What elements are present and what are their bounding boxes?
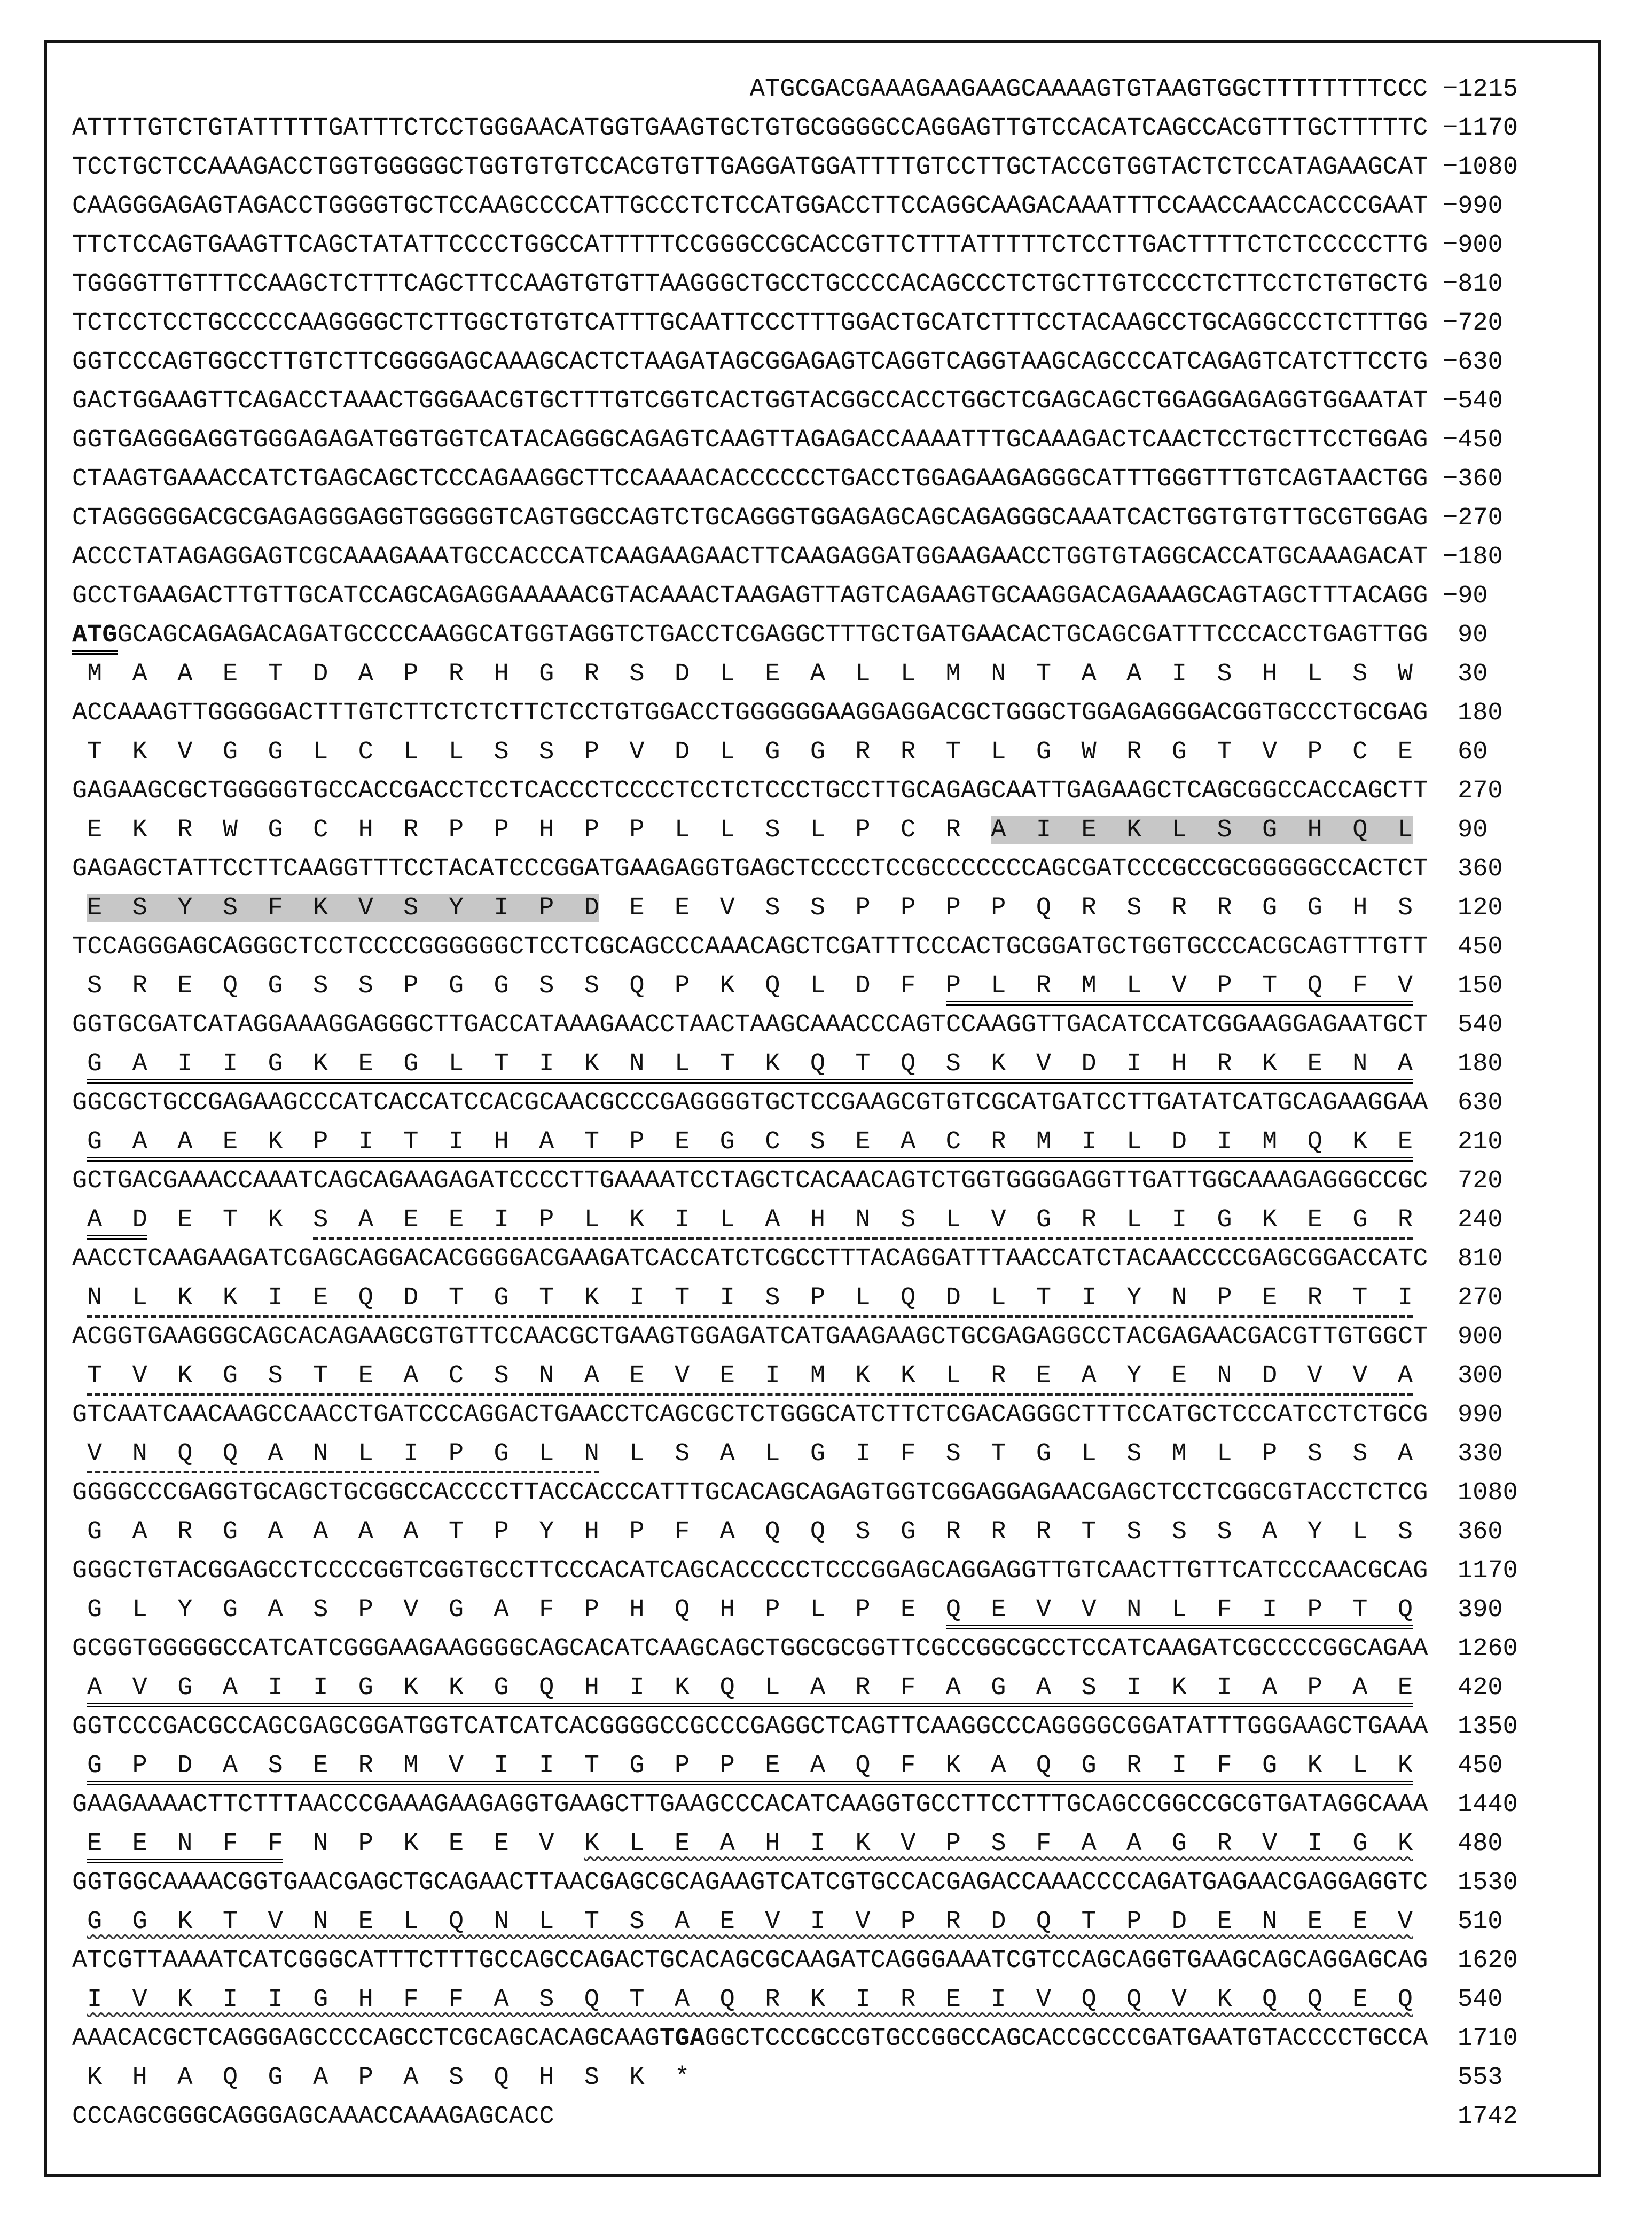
amino-acid-sequence [72,1435,1428,1473]
nucleotide-line [72,577,1598,616]
nucleotide-sequence [72,1785,1428,1824]
nucleotide-sequence [72,499,1428,538]
aa-segment-dbl: Q E V V N L F I P T Q [946,1596,1413,1629]
nt-segment: CTAGGGGGACGCGAGAGGGAGGTGGGGGTCAGTGGCCAGTCTGCAGGGTGGAGAGCAGCAGAGGGCAAATCACTGGTGTGTTGCGTGGAG [72,504,1428,532]
nucleotide-sequence [72,772,1428,811]
nucleotide-sequence [72,226,1428,265]
nt-segment: AACCTCAAGAAGATCGAGCAGGACACGGGGACGAAGATCACCATCTCGCCTTTACAGGATTTAACCATCTACAACCCCGAGCGGACCATC [72,1245,1428,1273]
nucleotide-line [72,1941,1598,1980]
nucleotide-sequence [72,421,1428,460]
nt-segment: GCTGACGAAACCAAATCAGCAGAAGAGATCCCCTTGAAAATCCTAGCTCACAACAGTCTGGTGGGGAGGTTGATTGGCAAAGAGGGCCGC [72,1167,1428,1195]
nucleotide-sequence [72,1240,1428,1279]
position-number: 390 [1458,1596,1503,1624]
position-number: 1080 [1458,1479,1518,1507]
nt-segment: GGTCCCAGTGGCCTTGTCTTCGGGGAGCAAAGCACTCTAAGATAGCGGAGAGTCAGGTCAGGTAAGCAGCCCATCAGAGTCATCTTCCTG [72,348,1428,377]
aa-segment: G L Y G A S P V G A F P H Q H P L P E [87,1596,916,1624]
nucleotide-line [72,1006,1598,1045]
nucleotide-sequence [72,694,1428,733]
nt-segment: GAGAAGCGCTGGGGGTGCCACCGACCTCCTCACCCTCCCCTCCTCTCCCTGCCTTGCAGAGCAATTGAGAAGCTCAGCGGCCACCAGCTT [72,777,1428,805]
amino-acid-sequence [72,1123,1428,1162]
nt-segment: GCAGCAGAGACAGATGCCCCAAGGCATGGTAGGTCTGACCTCGAGGCTTTGCTGATGAACACTGCAGCGATTTCCCACCTGAGTTGG [117,621,1428,649]
nucleotide-line [72,148,1598,187]
position-number: 360 [1458,855,1503,883]
nt-segment: CAAGGGAGAGTAGACCTGGGGTGCTCCAAGCCCCATTGCCCTCTCCATGGACCTTCCAGGCAAGACAAATTTCCAACCAACCACCCGAAT [72,192,1428,221]
nucleotide-sequence [72,70,1428,109]
nt-segment: GGTGAGGGAGGTGGGAGAGATGGTGGTCATACAGGGCAGAGTCAAGTTAGAGACCAAAATTTGCAAAGACTCAACTCCTGCTTCCTGGAG [72,426,1428,454]
nucleotide-sequence [72,265,1428,304]
nt-segment: GGGCTGTACGGAGCCTCCCCGGTCGGTGCCTTCCCACATCAGCACCCCCTCCCGGAGCAGGAGGTTGTCAACTTGTTCATCCCAACGCAG [72,1557,1428,1585]
nucleotide-sequence [72,1318,1428,1357]
amino-acid-sequence [72,1668,1428,1707]
position-number: 480 [1458,1830,1503,1858]
position-number: 90 [1458,816,1488,844]
position-number: 510 [1458,1908,1503,1936]
position-number: 720 [1458,1167,1503,1195]
position-number: 1260 [1458,1635,1518,1663]
position-number: 1710 [1458,2025,1518,2053]
nt-segment: TTCTCCAGTGAAGTTCAGCTATATTCCCCTGGCCATTTTTCCGGGCCGCACCGTTCTTTATTTTTCTCCTTGACTTTTCTCTCCCCCTTG [72,231,1428,260]
position-number: 1530 [1458,1869,1518,1897]
position-number: 540 [1458,1011,1503,1039]
nt-segment: ACCCTATAGAGGAGTCGCAAAGAAATGCCACCCATCAAGAAGAACTTCAAGAGGATGGAAGAACCTGGTGTAGGCACCATGCAAAGACAT [72,543,1428,571]
aa-segment-dbl: P L R M L V P T Q F V [946,972,1413,1006]
amino-acid-sequence [72,1357,1428,1396]
amino-acid-line [72,733,1598,772]
aa-segment-dbl: G A I I G K E G L T I K N L T K Q T Q S K V D I H R K E N A [87,1050,1413,1084]
amino-acid-line [72,1045,1598,1084]
nt-segment: GACTGGAAGTTCAGACCTAAACTGGGAACGTGCTTTGTCGGTCACTGGTACGGCCACCTGGCTCGAGCAGCTGGAGGAGAGGTGGAATAT [72,387,1428,416]
nucleotide-line [72,1707,1598,1746]
aa-segment-dash: T V K G S T E A C S N A E V E I M K K L R E A Y E N D V V A [87,1362,1413,1396]
nucleotide-line [72,499,1598,538]
amino-acid-sequence [72,1590,1428,1629]
aa-segment: K H A Q G A P A S Q H S K * [87,2064,690,2092]
position-number: 990 [1458,1401,1503,1429]
position-number: 30 [1458,660,1488,688]
nt-segment: CTAAGTGAAACCATCTGAGCAGCTCCCAGAAGGCTTCCAAAACACCCCCCTGACCTGGAGAAGAGGGCATTTGGGTTTGTCAGTAACTGG [72,465,1428,493]
nucleotide-sequence [72,109,1428,148]
nucleotide-line [72,382,1598,421]
nt-segment: GAGAGCTATTCCTTCAAGGTTTCCTACATCCCGGATGAAGAGGTGAGCTCCCCTCCGCCCCCCCAGCGATCCCGCCGCGGGGGCCACTCT [72,855,1428,883]
aa-segment: L S A L G I F S T G L S M L P S S A [629,1440,1413,1468]
amino-acid-line [72,811,1598,850]
aa-segment-wavy: K L E A H I K V P S F A A G R V I G K [584,1830,1413,1858]
aa-segment: G A R G A A A A T P Y H P F A Q Q S G R R R T S S S A Y L S [87,1518,1413,1546]
amino-acid-line [72,1201,1598,1240]
nucleotide-line [72,421,1598,460]
nucleotide-sequence [72,577,1428,616]
position-number: 1742 [1458,2103,1518,2131]
nt-segment: GTCAATCAACAAGCCAACCTGATCCCAGGACTGAACCTCAGCGCTCTGGGCATCTTCTCGACAGGGCTTTCCATGCTCCCATCCTCTGCG [72,1401,1428,1429]
nucleotide-line [72,70,1598,109]
position-number: 1170 [1458,1557,1518,1585]
amino-acid-sequence [72,733,1428,772]
nt-segment: TCCTGCTCCAAAGACCTGGTGGGGGCTGGTGTGTCCACGTGTTGAGGATGGATTTTGTCCTTGCTACCGTGGTACTCTCCATAGAAGCAT [72,153,1428,182]
position-number: 240 [1458,1206,1503,1234]
nucleotide-line [72,616,1598,655]
nt-segment-b-dbl: ATG [72,621,118,655]
aa-segment: E T K [177,1206,283,1234]
position-number: 420 [1458,1674,1503,1702]
nucleotide-line [72,928,1598,967]
aa-segment-dbl: E E N F F [87,1830,283,1863]
position-number: 270 [1458,777,1503,805]
position-number: 553 [1458,2064,1503,2092]
nucleotide-sequence [72,1162,1428,1201]
position-number: −360 [1443,465,1503,493]
position-number: 450 [1458,1752,1503,1780]
nt-segment: CCCAGCGGGCAGGGAGCAAACCAAAGAGCACC [72,2103,554,2131]
position-number: 180 [1458,699,1503,727]
aa-segment-shade: A I E K L S G H Q L [991,816,1413,844]
aa-segment: M A A E T D A P R H G R S D L E A L L M N T A A I S H L S W [87,660,1413,688]
nucleotide-line [72,1318,1598,1357]
amino-acid-line [72,1279,1598,1318]
amino-acid-line [72,655,1598,694]
nucleotide-line [72,1785,1598,1824]
position-number: −540 [1443,387,1503,416]
nt-segment: TCCAGGGAGCAGGGCTCCTCCCCGGGGGGCTCCTCGCAGCCCAAACAGCTCGATTTCCCACTGCGGATGCTGGTGCCCACGCAGTTTGTT [72,933,1428,961]
amino-acid-line [72,889,1598,928]
nucleotide-line [72,694,1598,733]
position-number: 180 [1458,1050,1503,1078]
aa-segment-wavy: I V K I I G H F F A S Q T A Q R K I R E I V Q Q V K Q Q E Q [87,1986,1413,2014]
nucleotide-line [72,1629,1598,1668]
nucleotide-line [72,538,1598,577]
nucleotide-line [72,187,1598,226]
position-number: 630 [1458,1089,1503,1117]
nucleotide-sequence [72,1941,1428,1980]
position-number: −90 [1443,582,1488,610]
position-number: 360 [1458,1518,1503,1546]
nucleotide-line [72,1162,1598,1201]
nucleotide-sequence [72,2097,1428,2136]
aa-segment: E K R W G C H R P P H P P L L S L P C R [87,816,961,844]
aa-segment-dash: S A E E I P L K I L A H N S L V G R L I G K E G R [313,1206,1413,1240]
aa-segment-dbl: A D [87,1206,147,1240]
position-number: 1350 [1458,1713,1518,1741]
nt-segment: GCGGTGGGGGCCATCATCGGGAAGAAGGGGCAGCACATCAAGCAGCTGGCGCGGTTCGCCGGCGCCTCCATCAAGATCGCCCCGGCAGAA [72,1635,1428,1663]
nt-segment: TGGGGTTGTTTCCAAGCTCTTTCAGCTTCCAAGTGTGTTAAGGGCTGCCTGCCCCACAGCCCTCTGCTTGTCCCCTCTTCCTCTGTGCTG [72,270,1428,299]
position-number: 60 [1458,738,1488,766]
amino-acid-line [72,1824,1598,1863]
nucleotide-line [72,2019,1598,2058]
nt-segment: GGTGGCAAAACGGTGAACGAGCTGCAGAACTTAACGAGCGCAGAAGTCATCGTGCCACGAGACCAAACCCCAGATGAGAACGAGGAGGTC [72,1869,1428,1897]
nucleotide-sequence [72,1473,1428,1512]
position-number: −630 [1443,348,1503,377]
nt-segment: GAAGAAAACTTCTTTAACCCGAAAGAAGAGGTGAAGCTTGAAGCCCACATCAAGGTGCCTTCCTTTGCAGCCGGCCGCGTGATAGGCAAA [72,1791,1428,1819]
amino-acid-sequence [72,1824,1428,1863]
nucleotide-sequence [72,1629,1428,1668]
nucleotide-sequence [72,1863,1428,1902]
amino-acid-sequence [72,1045,1428,1084]
nt-segment: ACGGTGAAGGGCAGCACAGAAGCGTGTTCCAACGCTGAAGTGGAGATCATGAAGAAGCTGCGAGAGGCCTACGAGAACGACGTTGTGGCT [72,1323,1428,1351]
aa-segment-wavy: G G K T V N E L Q N L T S A E V I V P R D Q T P D E N E E V [87,1908,1413,1936]
position-number: 1620 [1458,1947,1518,1975]
aa-segment: S R E Q G S S P G G S S Q P K Q L D F [87,972,916,1000]
amino-acid-sequence [72,1902,1428,1941]
amino-acid-sequence [72,967,1428,1006]
amino-acid-line [72,1902,1598,1941]
position-number: 270 [1458,1284,1503,1312]
position-number: 90 [1458,621,1488,649]
position-number: −180 [1443,543,1503,571]
nucleotide-line [72,772,1598,811]
nucleotide-sequence [72,1551,1428,1590]
position-number: −720 [1443,309,1503,338]
nucleotide-line [72,109,1598,148]
nucleotide-line [72,850,1598,889]
nt-segment: ATGCGACGAAAGAAGAAGCAAAAGTGTAAGTGGCTTTTTTTTCCC [749,75,1428,104]
nt-segment: AAACACGCTCAGGGAGCCCCAGCCTCGCAGCACAGCAAG [72,2025,660,2053]
nucleotide-sequence [72,928,1428,967]
position-number: −900 [1443,231,1503,260]
amino-acid-line [72,1512,1598,1551]
nucleotide-sequence [72,382,1428,421]
nucleotide-line [72,2097,1598,2136]
nt-segment: GGTGCGATCATAGGAAAGGAGGGCTTGACCATAAAGAACCTAACTAAGCAAACCCAGTCCAAGGTTGACATCCATCGGAAGGAGAATGCT [72,1011,1428,1039]
amino-acid-sequence [72,889,1428,928]
amino-acid-line [72,1980,1598,2019]
nt-segment: ATCGTTAAAATCATCGGGCATTTCTTTGCCAGCCAGACTGCACAGCGCAAGATCAGGGAAATCGTCCAGCAGGTGAAGCAGCAGGAGCAG [72,1947,1428,1975]
amino-acid-line [72,1668,1598,1707]
nucleotide-line [72,1473,1598,1512]
position-number: 450 [1458,933,1503,961]
nucleotide-line [72,265,1598,304]
amino-acid-line [72,1746,1598,1785]
amino-acid-line [72,1435,1598,1473]
nucleotide-line [72,226,1598,265]
position-number: −270 [1443,504,1503,532]
amino-acid-line [72,967,1598,1006]
nucleotide-sequence [72,148,1428,187]
nucleotide-line [72,1084,1598,1123]
nucleotide-sequence [72,460,1428,499]
amino-acid-sequence [72,655,1428,694]
amino-acid-sequence [72,1279,1428,1318]
nucleotide-sequence [72,1396,1428,1435]
nucleotide-sequence [72,538,1428,577]
nucleotide-line [72,1551,1598,1590]
amino-acid-sequence [72,811,1428,850]
nucleotide-line [72,304,1598,343]
aa-segment-shade: E S Y S F K V S Y I P D [87,894,599,922]
amino-acid-sequence [72,1201,1428,1240]
position-number: −450 [1443,426,1503,454]
amino-acid-sequence [72,1512,1428,1551]
nucleotide-sequence [72,850,1428,889]
nt-segment: ATTTTGTCTGTATTTTTGATTTCTCCTGGGAACATGGTGAAGTGCTGTGCGGGGCCAGGAGTTGTCCACATCAGCCACGTTTGCTTTTTC [72,114,1428,143]
nt-segment: TCTCCTCCTGCCCCCAAGGGGCTCTTGGCTGTGTCATTTGCAATTCCCTTTGGACTGCATCTTTCCTACAAGCCTGCAGGCCCTCTTTGG [72,309,1428,338]
nucleotide-sequence [72,1707,1428,1746]
position-number: 900 [1458,1323,1503,1351]
position-number: 540 [1458,1986,1503,2014]
nucleotide-line [72,1863,1598,1902]
nt-segment: ACCAAAGTTGGGGGACTTTGTCTTCTCTCTTCTCCTGTGGACCTGGGGGGAAGGAGGACGCTGGGCTGGAGAGGGACGGTGCCCTGCGAG [72,699,1428,727]
aa-segment-dbl: A V G A I I G K K G Q H I K Q L A R F A G A S I K I A P A E [87,1674,1413,1707]
amino-acid-line [72,1123,1598,1162]
position-number: 330 [1458,1440,1503,1468]
nucleotide-line [72,343,1598,382]
nucleotide-line [72,1396,1598,1435]
amino-acid-line [72,1357,1598,1396]
nt-segment: GGCGCTGCCGAGAAGCCCATCACCATCCACGCAACGCCCGAGGGGTGCTCCGAAGCGTGTCGCATGATCCTTGATATCATGCAGAAGGAA [72,1089,1428,1117]
nucleotide-line [72,1240,1598,1279]
sequence-lines [72,70,1598,2136]
position-number: −1080 [1443,153,1518,182]
nucleotide-sequence [72,1084,1428,1123]
nucleotide-sequence [72,343,1428,382]
nt-segment: GGCTCCCGCCGTGCCGGCCAGCACCGCCCGATGAATGTACCCCTGCCA [704,2025,1428,2053]
position-number: −1215 [1443,75,1518,104]
nt-segment: GGTCCCGACGCCAGCGAGCGGATGGTCATCATCACGGGGCCGCCCGAGGCTCAGTTCAAGGCCCAGGGGCGGATATTTGGGAAGCTGAAA [72,1713,1428,1741]
amino-acid-sequence [72,1746,1428,1785]
aa-segment: E E V S S P P P P Q R S R R G G H S [629,894,1413,922]
nucleotide-line [72,460,1598,499]
figure-border [44,40,1601,2177]
nt-segment-b: TGA [659,2025,705,2053]
nucleotide-sequence [72,616,1428,655]
position-number: 300 [1458,1362,1503,1390]
position-number: −810 [1443,270,1503,299]
amino-acid-line [72,2058,1598,2097]
nucleotide-sequence [72,2019,1428,2058]
position-number: −990 [1443,192,1503,221]
position-number: 810 [1458,1245,1503,1273]
nucleotide-sequence [72,304,1428,343]
position-number: 1440 [1458,1791,1518,1819]
nt-segment: GGGGCCCGAGGTGCAGCTGCGGCCACCCCTTACCACCCATTTGCACAGCAGAGTGGTCGGAGGAGAACGAGCTCCTCGGCGTACCTCTCG [72,1479,1428,1507]
amino-acid-line [72,1590,1598,1629]
aa-segment-dash: V N Q Q A N L I P G L N [87,1440,599,1473]
aa-segment: T K V G G L C L L S S P V D L G G R R T L G W R G T V P C E [87,738,1413,766]
nucleotide-sequence [72,1006,1428,1045]
aa-segment-dbl: G A A E K P I T I H A T P E G C S E A C R M I L D I M Q K E [87,1128,1413,1162]
aa-segment: N P K E E V [313,1830,554,1858]
amino-acid-sequence [72,1980,1428,2019]
aa-segment-dash: N L K K I E Q D T G T K I T I S P L Q D L T I Y N P E R T I [87,1284,1413,1318]
position-number: −1170 [1443,114,1518,143]
amino-acid-sequence [72,2058,1428,2097]
nucleotide-sequence [72,187,1428,226]
aa-segment-dbl: G P D A S E R M V I I T G P P E A Q F K A Q G R I F G K L K [87,1752,1413,1785]
position-number: 150 [1458,972,1503,1000]
position-number: 120 [1458,894,1503,922]
position-number: 210 [1458,1128,1503,1156]
nt-segment: GCCTGAAGACTTGTTGCATCCAGCAGAGGAAAAACGTACAAACTAAGAGTTAGTCAGAAGTGCAAGGACAGAAAGCAGTAGCTTTACAGG [72,582,1428,610]
